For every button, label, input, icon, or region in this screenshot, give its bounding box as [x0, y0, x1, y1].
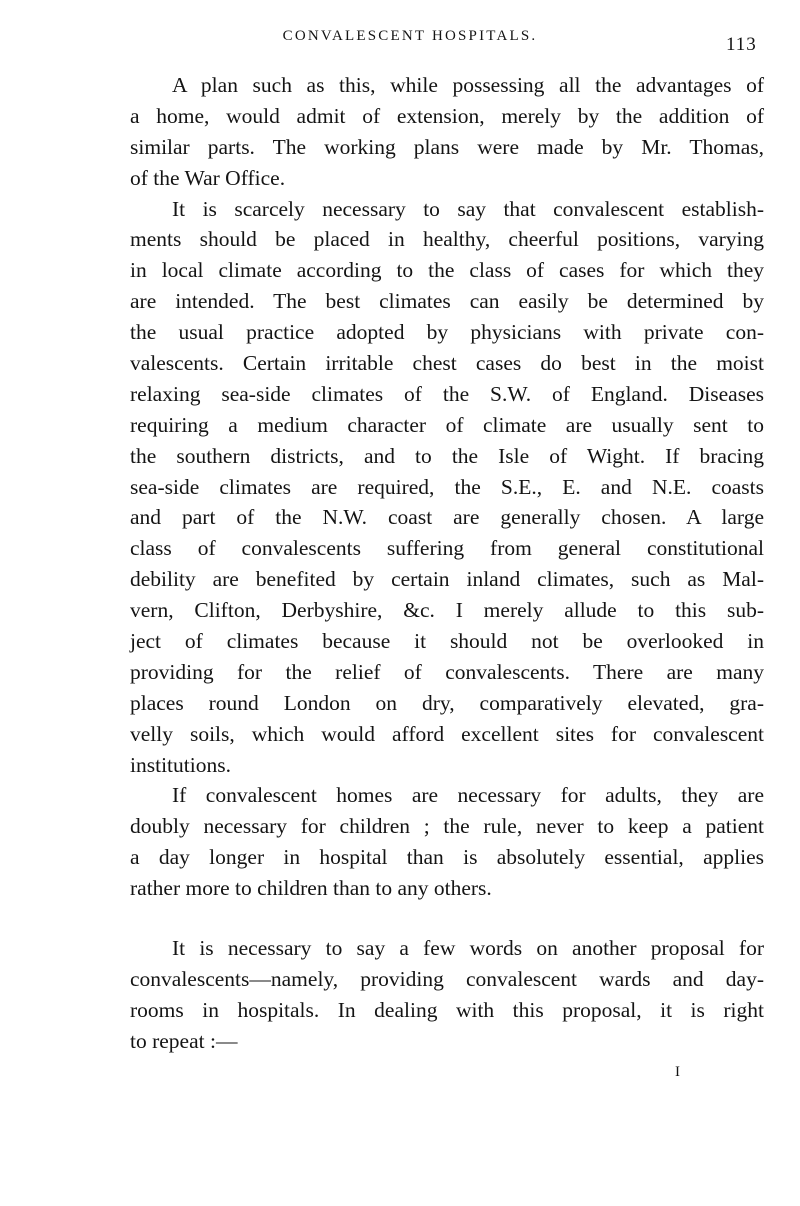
section-break — [130, 904, 764, 933]
paragraph-children — [130, 780, 764, 904]
text-line: class of convalescents suffering from general constitutional — [130, 536, 764, 561]
text-line: of the War Office. — [130, 165, 286, 190]
signature-mark: I — [675, 1064, 680, 1080]
text-line: ments should be placed in healthy, cheerful positions, varying — [130, 227, 764, 252]
text-line: to repeat :— — [130, 1028, 238, 1053]
text-line: velly soils, which would afford excellent sites for convalescent — [130, 721, 764, 746]
running-title: CONVALESCENT HOSPITALS. — [282, 28, 538, 44]
text-line: vern, Clifton, Derbyshire, &c. I merely allude to this sub- — [130, 598, 764, 623]
text-line: providing for the relief of convalescents. There are many — [130, 659, 764, 684]
body-text — [130, 70, 764, 1057]
page-number: 113 — [726, 34, 757, 55]
text-line: the southern districts, and to the Isle of Wight. If bracing — [130, 443, 764, 468]
text-line: convalescents—namely, providing convalescent wards and day- — [130, 966, 764, 991]
paragraph-convalescent-wards — [130, 933, 764, 1057]
text-line: doubly necessary for children ; the rule, never to keep a patient — [130, 814, 764, 839]
text-line: in local climate according to the class of cases for which they — [130, 258, 764, 283]
paragraph-climates — [130, 194, 764, 781]
text-line: relaxing sea-side climates of the S.W. of England. Diseases — [130, 381, 764, 406]
text-line: It is necessary to say a few words on another proposal for — [172, 936, 764, 961]
text-line: are intended. The best climates can easily be determined by — [130, 289, 764, 314]
text-line: A plan such as this, while possessing all the advantages of — [172, 73, 764, 97]
text-line: a home, would admit of extension, merely by the addition of — [130, 103, 764, 128]
text-line: sea-side climates are required, the S.E., E. and N.E. coasts — [130, 474, 764, 499]
paragraph-plan-extension — [130, 70, 764, 194]
text-line: a day longer in hospital than is absolutely essential, applies — [130, 845, 764, 870]
text-line: If convalescent homes are necessary for adults, they are — [172, 783, 764, 808]
text-line: institutions. — [130, 752, 231, 777]
text-line: rather more to children than to any others. — [130, 876, 492, 901]
text-line: rooms in hospitals. In dealing with this proposal, it is right — [130, 997, 764, 1022]
text-line: places round London on dry, comparatively elevated, gra- — [130, 690, 764, 715]
text-line: and part of the N.W. coast are generally chosen. A large — [130, 505, 764, 530]
text-line: valescents. Certain irritable chest cases do best in the moist — [130, 351, 764, 376]
text-line: similar parts. The working plans were made by Mr. Thomas, — [130, 134, 764, 159]
text-line: It is scarcely necessary to say that convalescent establish- — [172, 196, 764, 221]
text-line: ject of climates because it should not be overlooked in — [130, 629, 764, 654]
text-line: the usual practice adopted by physicians with private con- — [130, 320, 764, 345]
text-line: debility are benefited by certain inland climates, such as Mal- — [130, 567, 764, 592]
text-line: requiring a medium character of climate are usually sent to — [130, 412, 764, 437]
